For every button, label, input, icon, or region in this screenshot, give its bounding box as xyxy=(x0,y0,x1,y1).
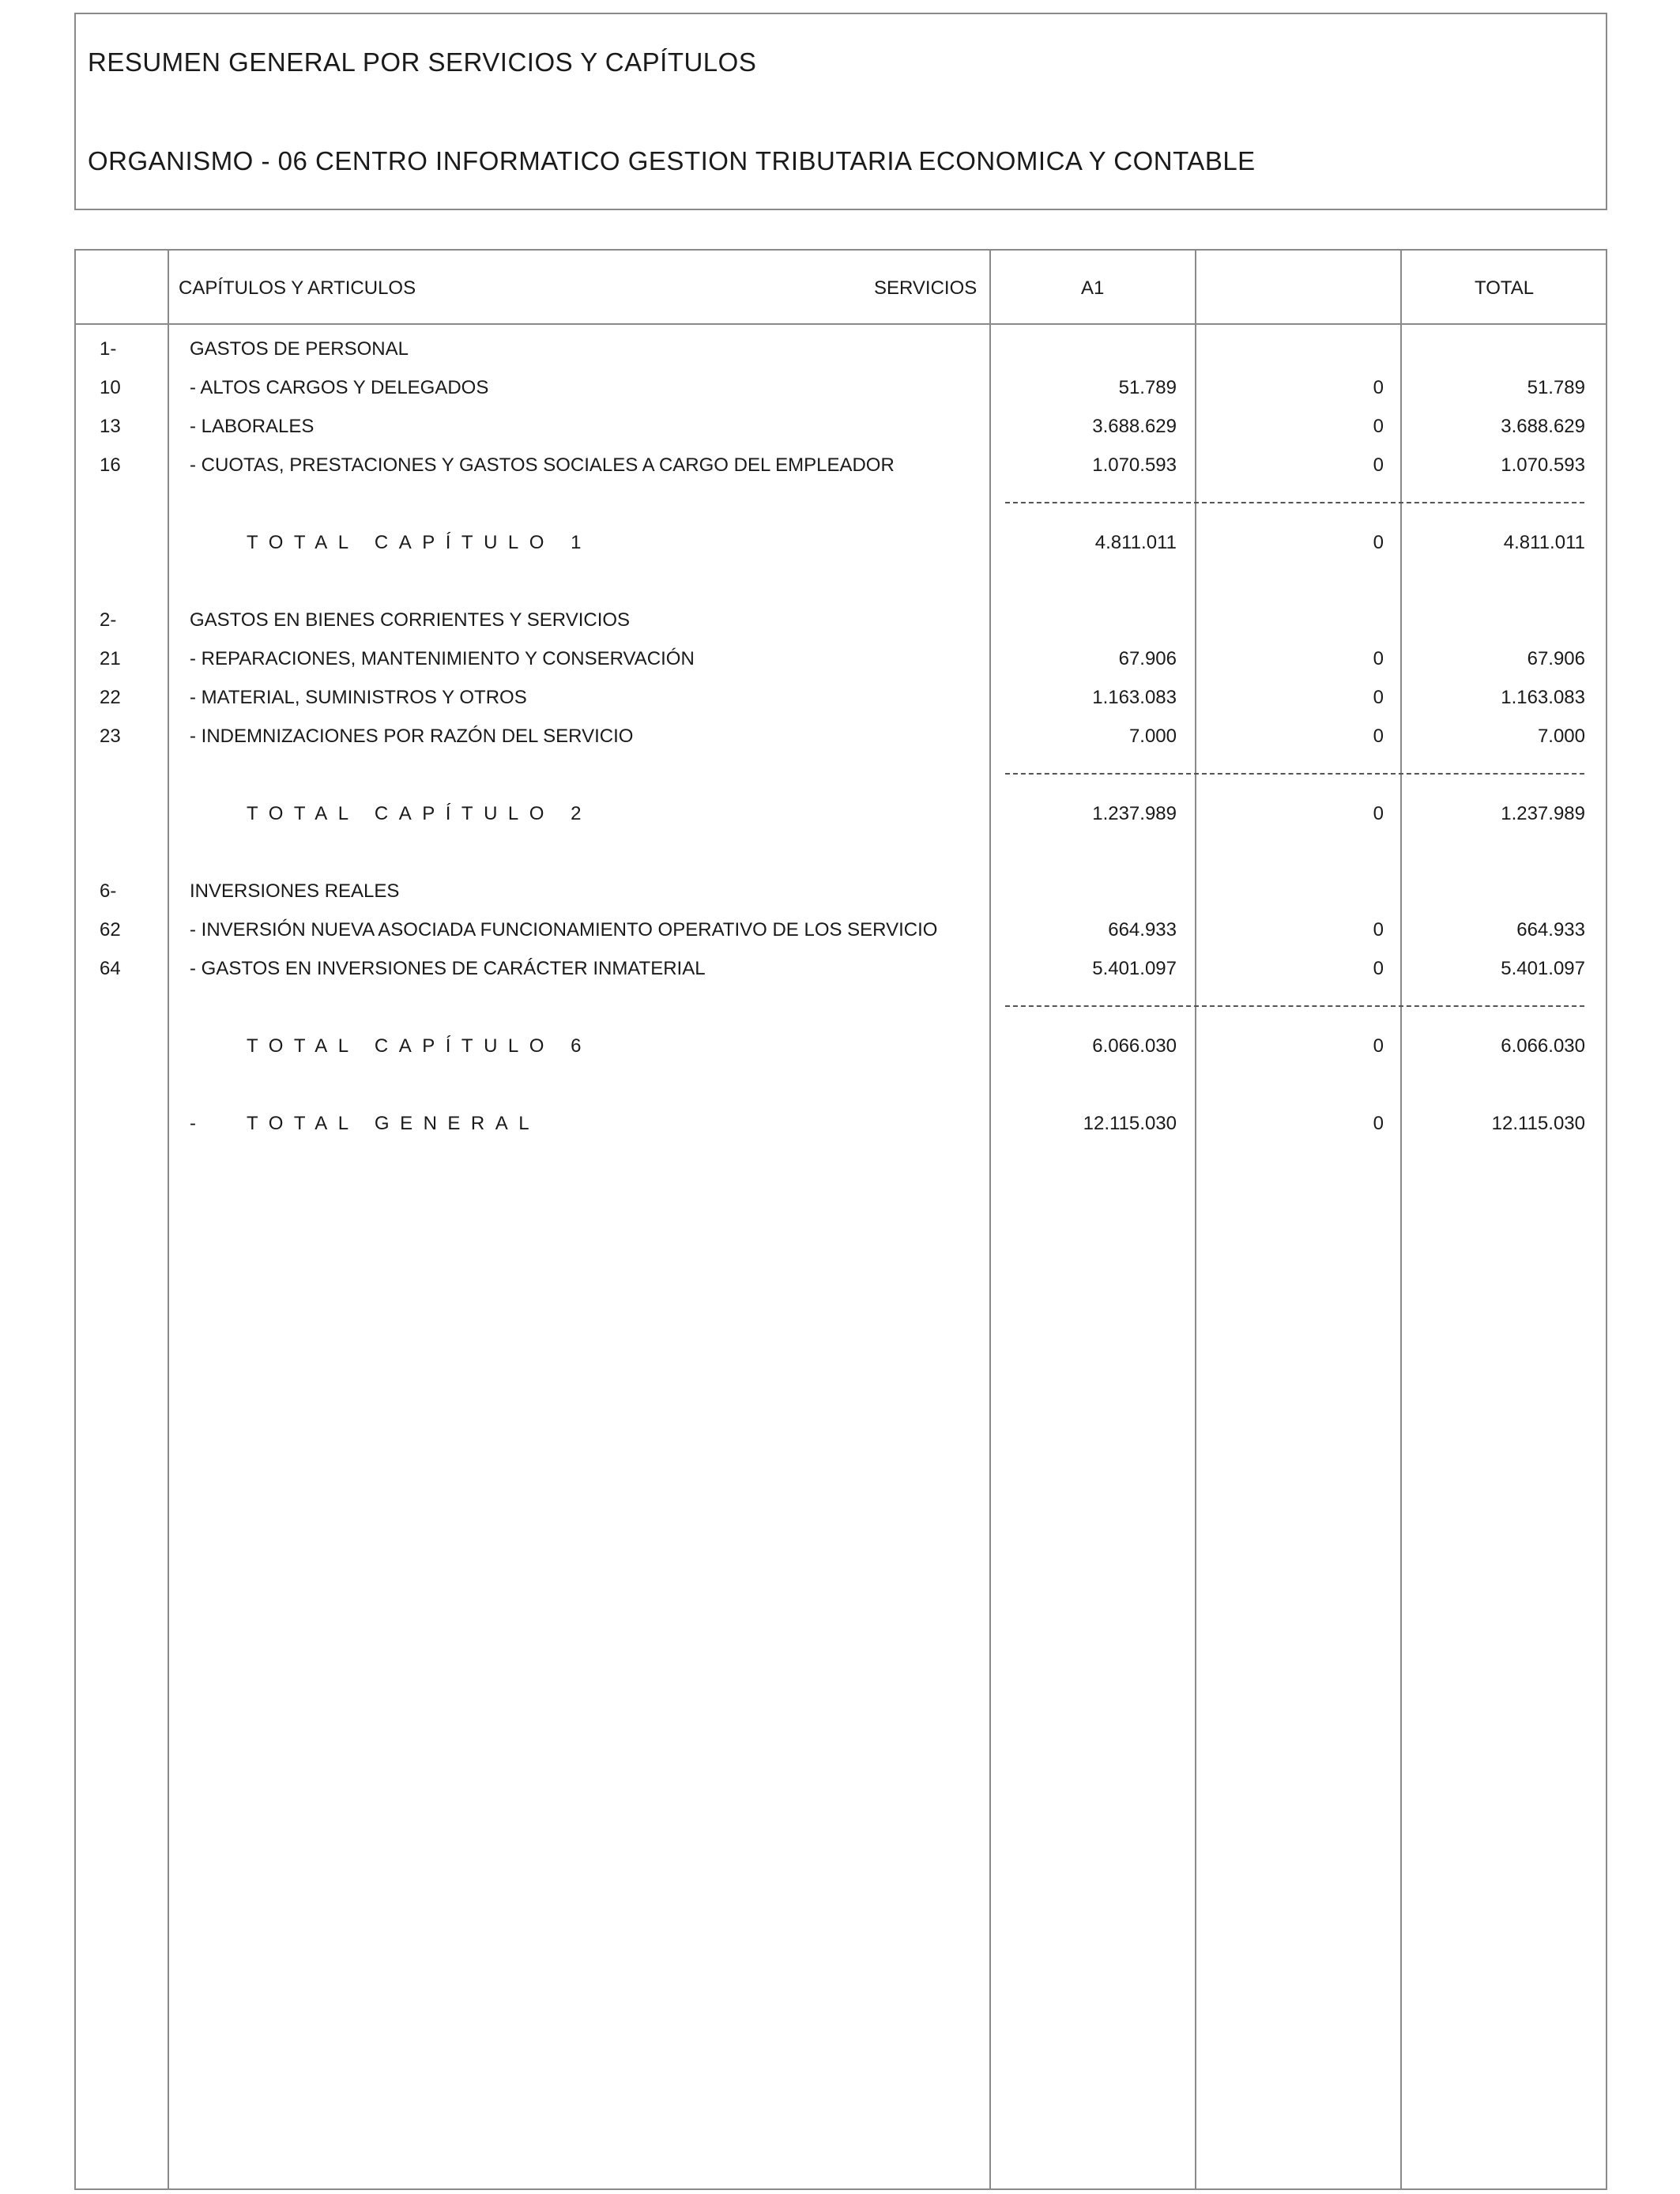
subtotal-divider xyxy=(1005,773,1584,775)
article-code: 23 xyxy=(100,726,121,747)
article-desc: - REPARACIONES, MANTENIMIENTO Y CONSERVACIÓN xyxy=(190,648,695,669)
chapter-total-label: TOTAL CAPÍTULO 1 xyxy=(247,532,592,553)
article-code: 13 xyxy=(100,416,121,437)
value-mid: 0 xyxy=(1373,532,1384,553)
article-desc: - MATERIAL, SUMINISTROS Y OTROS xyxy=(190,687,527,708)
chapter-code: 1- xyxy=(100,338,117,360)
value-a1: 4.811.011 xyxy=(1094,532,1177,553)
table-row xyxy=(76,687,1606,718)
subtotal-divider xyxy=(1005,1005,1584,1007)
value-a1: 6.066.030 xyxy=(1092,1035,1177,1057)
value-a1: 3.688.629 xyxy=(1092,416,1177,437)
chapter-total-label: TOTAL CAPÍTULO 2 xyxy=(247,803,592,824)
grand-total-label: TOTAL GENERAL xyxy=(247,1113,541,1134)
grand-total-row xyxy=(76,1113,1606,1144)
value-total: 51.789 xyxy=(1527,377,1585,398)
table-row xyxy=(76,919,1606,951)
chapter-total-label: TOTAL CAPÍTULO 6 xyxy=(247,1035,592,1057)
article-code: 16 xyxy=(100,454,121,476)
article-desc: - GASTOS EN INVERSIONES DE CARÁCTER INMATERIAL xyxy=(190,958,706,979)
article-code: 64 xyxy=(100,958,121,979)
report-header xyxy=(74,13,1607,210)
value-a1: 664.933 xyxy=(1108,919,1177,941)
chapter-total-row xyxy=(76,803,1606,835)
article-code: 22 xyxy=(100,687,121,708)
article-code: 21 xyxy=(100,648,121,669)
article-desc: - CUOTAS, PRESTACIONES Y GASTOS SOCIALES A CARGO DEL EMPLEADOR xyxy=(190,454,895,476)
chapter-title: GASTOS DE PERSONAL xyxy=(190,338,409,360)
header-divider xyxy=(76,323,1606,325)
value-total: 1.163.083 xyxy=(1501,687,1585,708)
table-row xyxy=(76,416,1606,447)
value-mid: 0 xyxy=(1373,454,1384,476)
table-row xyxy=(76,454,1606,486)
value-a1: 5.401.097 xyxy=(1092,958,1177,979)
value-total: 5.401.097 xyxy=(1501,958,1585,979)
value-mid: 0 xyxy=(1373,416,1384,437)
grand-total-prefix: - xyxy=(190,1113,196,1134)
value-total: 12.115.030 xyxy=(1491,1113,1585,1134)
value-mid: 0 xyxy=(1373,1035,1384,1057)
value-mid: 0 xyxy=(1373,377,1384,398)
value-total: 7.000 xyxy=(1537,726,1585,747)
value-a1: 1.163.083 xyxy=(1092,687,1177,708)
subtotal-divider xyxy=(1005,502,1584,503)
article-desc: - INVERSIÓN NUEVA ASOCIADA FUNCIONAMIENTO OPERATIVO DE LOS SERVICIO xyxy=(190,919,938,941)
value-a1: 7.000 xyxy=(1128,726,1177,747)
value-a1: 67.906 xyxy=(1118,648,1177,669)
chapter-row xyxy=(76,338,1606,370)
value-a1: 51.789 xyxy=(1118,377,1177,398)
article-code: 62 xyxy=(100,919,121,941)
chapter-row xyxy=(76,880,1606,912)
col-header-capitulos: CAPÍTULOS Y ARTICULOS xyxy=(179,277,416,299)
table-row xyxy=(76,377,1606,409)
value-mid: 0 xyxy=(1373,919,1384,941)
value-a1: 1.070.593 xyxy=(1092,454,1177,476)
chapter-title: GASTOS EN BIENES CORRIENTES Y SERVICIOS xyxy=(190,609,631,631)
chapter-code: 6- xyxy=(100,880,117,902)
value-a1: 12.115.030 xyxy=(1083,1113,1177,1134)
organism-title: ORGANISMO - 06 CENTRO INFORMATICO GESTION TRIBUTARIA ECONOMICA Y CONTABLE xyxy=(88,146,1256,175)
chapter-code: 2- xyxy=(100,609,117,631)
budget-table xyxy=(74,249,1607,2190)
article-desc: - INDEMNIZACIONES POR RAZÓN DEL SERVICIO xyxy=(190,726,634,747)
report-title: RESUMEN GENERAL POR SERVICIOS Y CAPÍTULOS xyxy=(88,47,757,77)
value-mid: 0 xyxy=(1373,958,1384,979)
value-total: 664.933 xyxy=(1516,919,1585,941)
value-mid: 0 xyxy=(1373,1113,1384,1134)
value-total: 3.688.629 xyxy=(1501,416,1585,437)
chapter-title: INVERSIONES REALES xyxy=(190,880,400,902)
value-total: 1.070.593 xyxy=(1501,454,1585,476)
table-row xyxy=(76,648,1606,680)
value-mid: 0 xyxy=(1373,726,1384,747)
col-header-servicios: SERVICIOS xyxy=(874,277,977,299)
value-mid: 0 xyxy=(1373,687,1384,708)
article-desc: - ALTOS CARGOS Y DELEGADOS xyxy=(190,377,489,398)
table-row xyxy=(76,958,1606,990)
article-desc: - LABORALES xyxy=(190,416,315,437)
chapter-total-row xyxy=(76,1035,1606,1067)
value-total: 67.906 xyxy=(1527,648,1585,669)
value-total: 4.811.011 xyxy=(1503,532,1585,553)
value-mid: 0 xyxy=(1373,648,1384,669)
chapter-row xyxy=(76,609,1606,641)
article-code: 10 xyxy=(100,377,121,398)
col-header-a1: A1 xyxy=(1081,277,1105,299)
value-total: 6.066.030 xyxy=(1501,1035,1585,1057)
value-mid: 0 xyxy=(1373,803,1384,824)
value-a1: 1.237.989 xyxy=(1092,803,1177,824)
value-total: 1.237.989 xyxy=(1501,803,1585,824)
chapter-total-row xyxy=(76,532,1606,564)
table-row xyxy=(76,726,1606,757)
col-header-total: TOTAL xyxy=(1475,277,1535,299)
